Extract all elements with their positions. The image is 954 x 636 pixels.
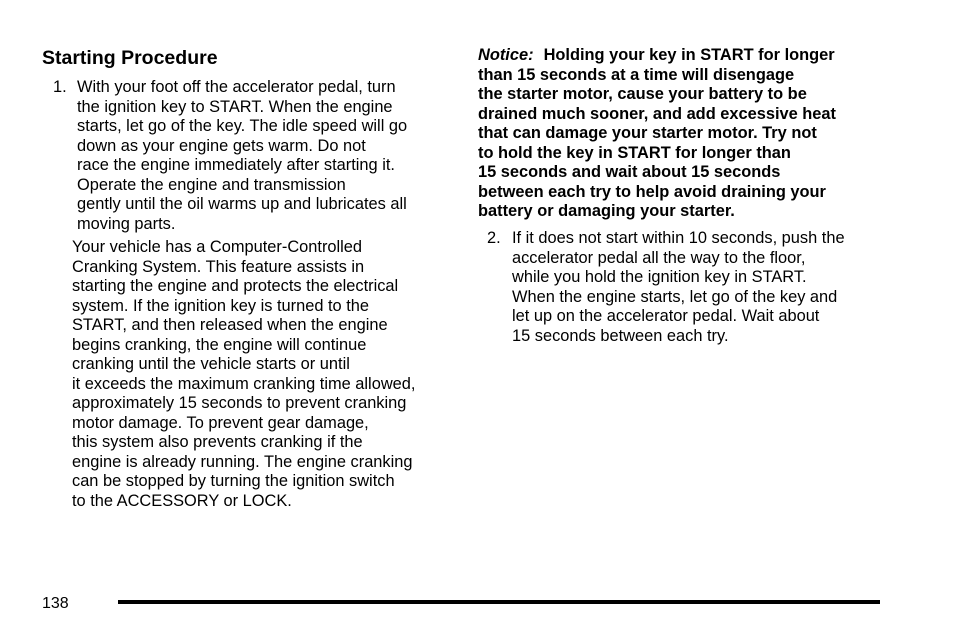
paragraph-line: can be stopped by turning the ignition switch: [72, 472, 395, 490]
notice-block: [478, 46, 836, 222]
step-2-text: [512, 229, 845, 346]
notice-label: Notice:: [478, 46, 534, 64]
step-1-line: down as your engine gets warm. Do not: [77, 136, 366, 155]
step-2-line: accelerator pedal all the way to the floor,: [512, 248, 806, 267]
paragraph-line: Your vehicle has a Computer-Controlled: [72, 238, 363, 256]
notice-line: to hold the key in START for longer than: [478, 143, 791, 162]
paragraph-line: to the ACCESSORY or LOCK.: [72, 491, 292, 510]
paragraph-line: this system also prevents cranking if the: [72, 433, 363, 451]
notice-text: Holding your key in START for longer: [543, 46, 835, 64]
paragraph-line: system. If the ignition key is turned to the: [72, 296, 370, 315]
cranking-system-paragraph: [72, 238, 415, 511]
paragraph-line: starting the engine and protects the electrical: [72, 277, 399, 295]
paragraph-line: motor damage. To prevent gear damage,: [72, 413, 369, 432]
footer-rule: [118, 600, 880, 604]
paragraph-line: Cranking System. This feature assists in: [72, 257, 365, 276]
paragraph-line: approximately 15 seconds to prevent cranking: [72, 394, 407, 412]
notice-line: 15 seconds and wait about 15 seconds: [478, 163, 781, 181]
step-2-line: let up on the accelerator pedal. Wait about: [512, 307, 820, 325]
notice-line: battery or damaging your starter.: [478, 202, 735, 220]
step-2-line: while you hold the ignition key in START.: [512, 268, 807, 286]
step-1-line: race the engine immediately after starting it.: [77, 156, 395, 174]
step-1-line: moving parts.: [77, 214, 176, 233]
paragraph-line: engine is already running. The engine cranking: [72, 452, 413, 471]
step-1-line: starts, let go of the key. The idle speed will go: [77, 117, 408, 135]
step-2-number: 2.: [487, 229, 501, 247]
step-1-line: Operate the engine and transmission: [77, 175, 346, 194]
notice-line: [478, 46, 836, 66]
step-1-text: [77, 78, 407, 234]
page-number: 138: [42, 595, 69, 612]
paragraph-line: cranking until the vehicle starts or until: [72, 355, 350, 373]
step-1-line: With your foot off the accelerator pedal, turn: [77, 78, 396, 96]
step-1-line: the ignition key to START. When the engine: [77, 97, 393, 116]
notice-line: the starter motor, cause your battery to be: [478, 85, 807, 103]
step-2-line: If it does not start within 10 seconds, push the: [512, 229, 845, 247]
notice-line: than 15 seconds at a time will disengage: [478, 65, 795, 84]
paragraph-line: it exceeds the maximum cranking time allowed,: [72, 374, 416, 393]
notice-line: between each try to help avoid draining your: [478, 182, 826, 201]
step-1-number: 1.: [53, 78, 67, 96]
step-1-line: gently until the oil warms up and lubricates all: [77, 195, 407, 213]
paragraph-line: begins cranking, the engine will continue: [72, 335, 367, 354]
notice-line: drained much sooner, and add excessive heat: [478, 104, 836, 123]
step-2-line: When the engine starts, let go of the key and: [512, 287, 838, 306]
step-2-line: 15 seconds between each try.: [512, 326, 729, 345]
section-heading: Starting Procedure: [42, 47, 218, 69]
paragraph-line: START, and then released when the engine: [72, 316, 388, 334]
notice-line: that can damage your starter motor. Try not: [478, 124, 817, 142]
